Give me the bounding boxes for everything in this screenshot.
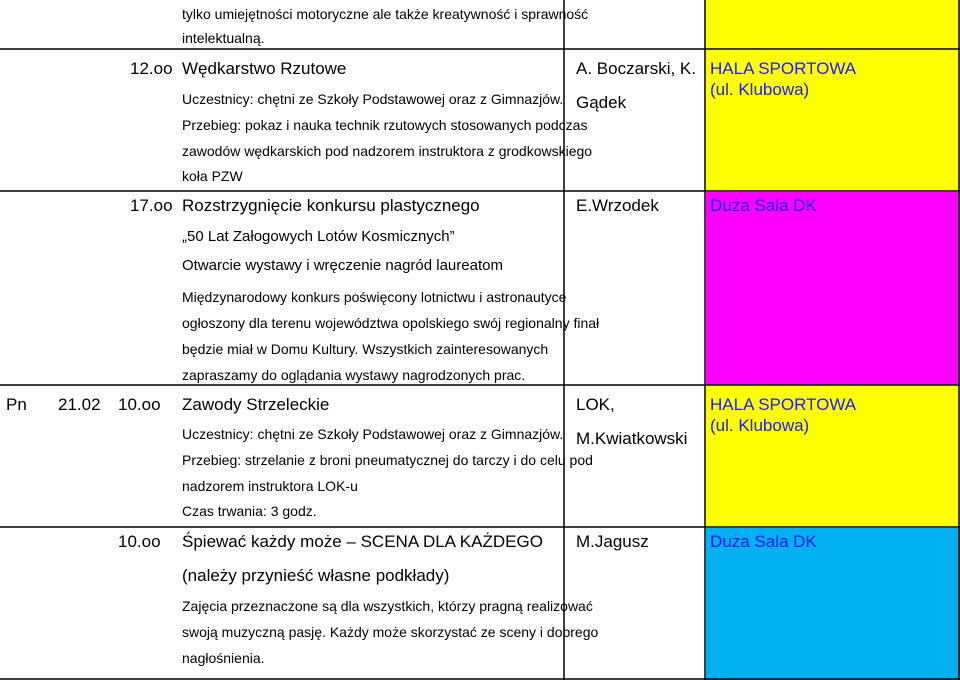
r4-time: 10.oo [118,532,161,551]
r3-desc-line: Przebieg: strzelanie z broni pneumatycznej do tarczy i do celu pod [182,452,593,468]
r2-desc-line: Międzynarodowy konkurs poświęcony lotnictwu i astronautyce [182,289,567,305]
r1-desc-line: Przebieg: pokaz i nauka technik rzutowych stosowanych podczas [182,117,588,133]
r3-time: 10.oo [118,395,161,414]
r4-desc-line: swoją muzyczną pasję. Każdy może skorzystać ze sceny i dobrego [182,624,599,640]
r2-desc-line: ogłoszony dla terenu województwa opolskiego swój regionalny finał [182,315,600,331]
r2-title: Rozstrzygnięcie konkursu plastycznego [182,196,480,215]
r3-person: LOK, [576,395,615,414]
r2-time: 17.oo [130,196,173,215]
r1-desc-line: Uczestnicy: chętni ze Szkoły Podstawowej oraz z Gimnazjów. [182,91,564,107]
r4-desc-line: Zajęcia przeznaczone są dla wszystkich, którzy pragną realizować [182,598,593,614]
r2-place: Duża Sala DK [710,196,817,215]
r4-title: Śpiewać każdy może – SCENA DLA KAŻDEGO [182,532,543,551]
r1-desc-line: koła PZW [182,168,243,184]
place-cell-r0 [706,0,960,49]
r3-person: M.Kwiatkowski [576,429,688,448]
r3-place: HALA SPORTOWA [710,395,857,414]
r4-subtitle: (należy przynieść własne podkłady) [182,566,450,585]
r0-desc-line: tylko umiejętności motoryczne ale także kreatywność i sprawność [182,6,589,22]
r1-place: (ul. Klubowa) [710,80,810,99]
r2-desc-line: będzie miał w Domu Kultury. Wszystkich zainteresowanych [182,341,549,357]
r2-person: E.Wrzodek [576,196,659,215]
r3-place: (ul. Klubowa) [710,416,810,435]
r2-subtitle2: Otwarcie wystawy i wręczenie nagród laureatom [182,257,503,274]
r4-desc-line: nagłośnienia. [182,650,265,666]
r2-desc-line: zapraszamy do oglądania wystawy nagrodzonych prac. [182,367,526,383]
r0-desc-line: intelektualną. [182,30,265,46]
r3-desc-line: Uczestnicy: chętni ze Szkoły Podstawowej oraz z Gimnazjów. [182,426,564,442]
r3-desc-line: Czas trwania: 3 godz. [182,503,317,519]
r4-person: M.Jagusz [576,532,649,551]
r1-title: Wędkarstwo Rzutowe [182,59,347,78]
place-cell-r2 [706,192,960,385]
r4-place: Duża Sala DK [710,532,817,551]
r1-time: 12.oo [130,59,173,78]
r3-day: Pn [6,395,27,414]
r1-person: A. Boczarski, K. [576,59,696,78]
r1-desc-line: zawodów wędkarskich pod nadzorem instruktora z grodkowskiego [182,143,593,159]
r3-title: Zawody Strzeleckie [182,395,330,414]
r1-person: Gądek [576,93,627,112]
r2-subtitle: „50 Lat Załogowych Lotów Kosmicznych” [182,228,455,245]
r3-desc-line: nadzorem instruktora LOK-u [182,478,358,494]
r1-place: HALA SPORTOWA [710,59,857,78]
r3-date: 21.02 [58,395,101,414]
